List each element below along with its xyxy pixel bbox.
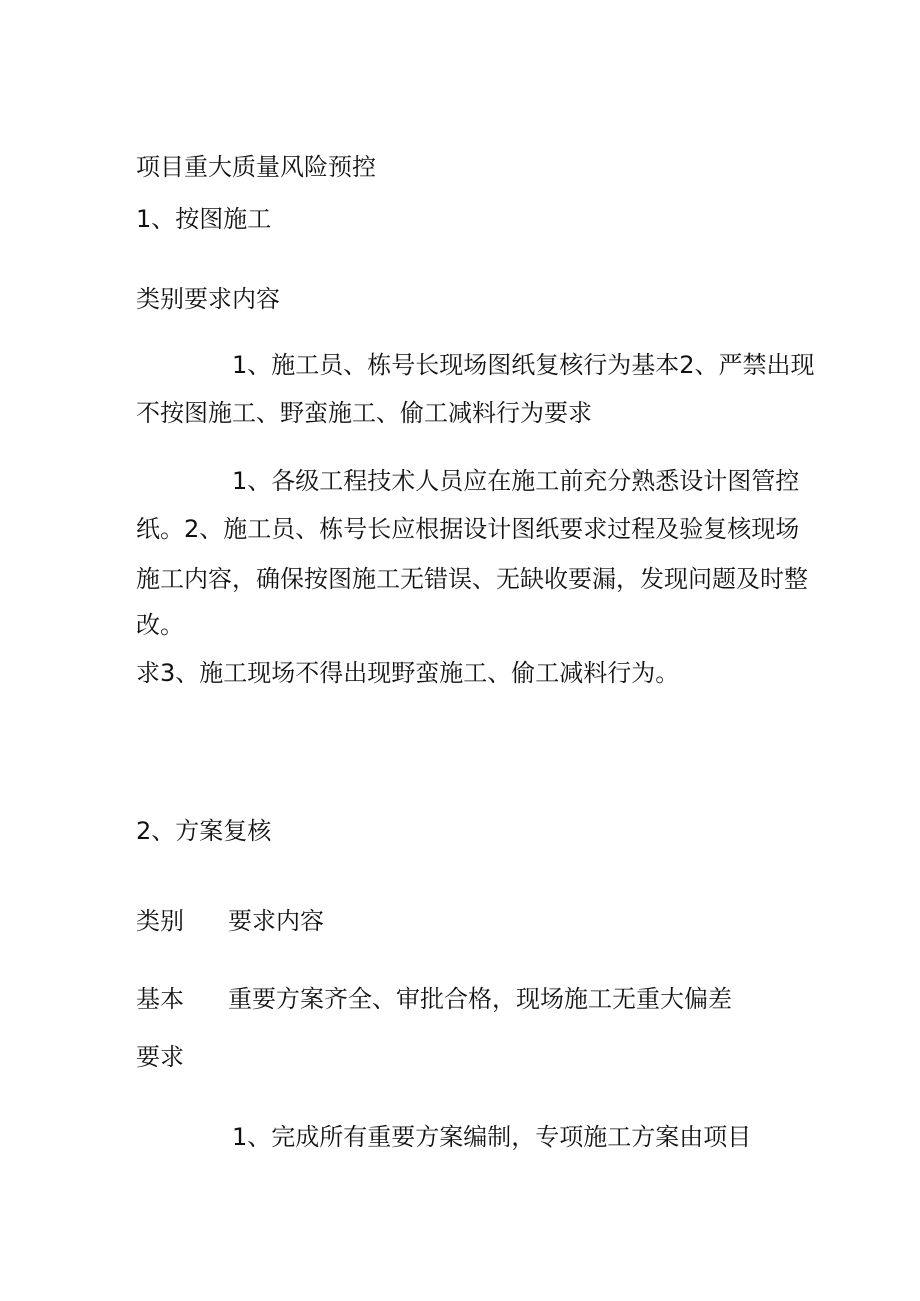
section2-row-label: 基本: [136, 985, 184, 1013]
section2-row-label: 要求: [136, 1043, 184, 1071]
section2-col-content: 要求内容: [228, 907, 324, 935]
section1-text-line: 改。: [136, 611, 184, 639]
section1-text-line: 求3、施工现场不得出现野蛮施工、偷工减料行为。: [136, 659, 680, 687]
section1-text-line: 施工内容，确保按图施工无错误、无缺收要漏，发现问题及时整: [136, 565, 808, 593]
section2-col-category: 类别: [136, 907, 184, 935]
section1-text-line: 1、施工员、栋号长现场图纸复核行为基本2、严禁出现: [232, 351, 815, 379]
section1-text-line: 纸。2、施工员、栋号长应根据设计图纸要求过程及验复核现场: [136, 515, 800, 543]
section1-text-line: 1、各级工程技术人员应在施工前充分熟悉设计图管控: [232, 467, 800, 495]
document-title: 项目重大质量风险预控: [136, 153, 376, 181]
section1-text-line: 不按图施工、野蛮施工、偷工减料行为要求: [136, 399, 592, 427]
section2-heading: 2、方案复核: [136, 817, 272, 845]
section1-heading: 1、按图施工: [136, 205, 272, 233]
section2-row-text: 重要方案齐全、审批合格，现场施工无重大偏差: [228, 985, 732, 1013]
section1-table-header: 类别要求内容: [136, 285, 280, 313]
section2-item: 1、完成所有重要方案编制，专项施工方案由项目: [232, 1123, 752, 1151]
